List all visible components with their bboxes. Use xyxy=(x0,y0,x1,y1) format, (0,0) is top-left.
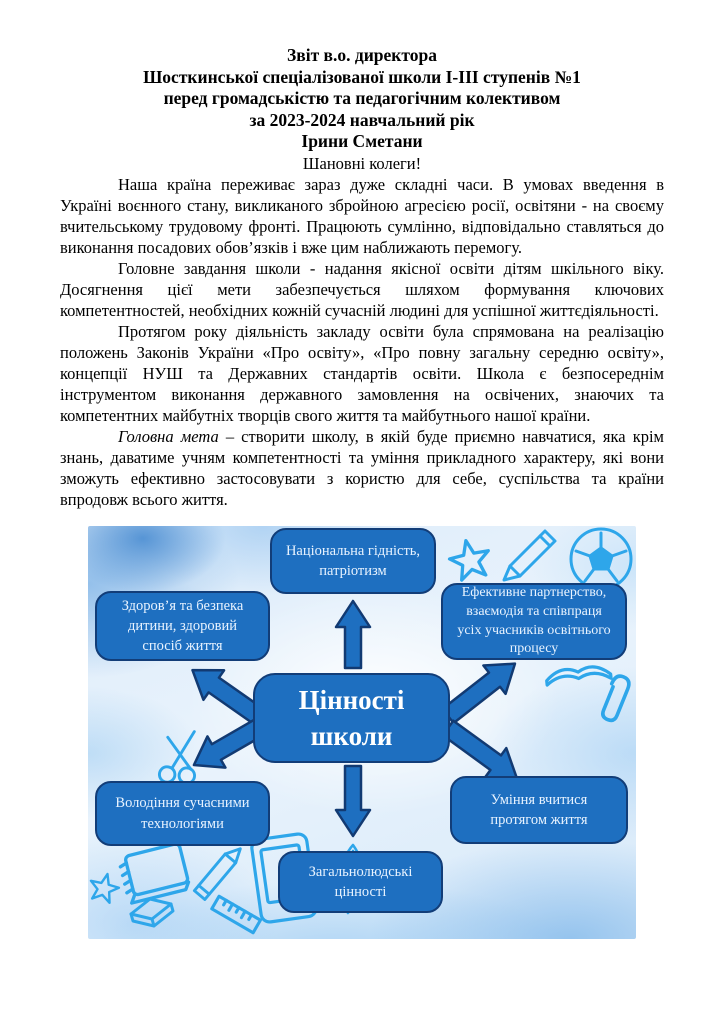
title-line-5: Ірини Сметани xyxy=(301,131,423,151)
node-label: Здоров’я та безпека дитини, здоровий спосіб життя xyxy=(121,597,244,655)
center-label-line-2: школи xyxy=(310,721,393,751)
title-line-4: за 2023-2024 навчальний рік xyxy=(249,109,475,130)
diagram-node-partnership xyxy=(441,583,627,660)
diagram-node-universal-values xyxy=(278,851,443,913)
paragraph-4-rest: – створити школу, в якій буде приємно навчатися, яка крім знань, даватиме учням компетентності та уміння прикладного характеру, які вони зможуть ефективно застосовувати з користю для себе, суспільства та країни впродовж всього життя. xyxy=(60,427,664,509)
salutation: Шановні колеги! xyxy=(302,153,422,173)
diagram-node-modern-technologies xyxy=(95,781,270,846)
paragraph-3: Протягом року діяльність закладу освіти була спрямована на реалізацію положень Законів України «Про освіту», «Про повну загальну середню освіту», концепції НУШ та Державних стандартів освіти. Школа є безпосереднім інструментом виконання державного замовлення на освічених, знаючих та компетентних майбутніх творців свого життя та майбутнього нашої країни. xyxy=(60,322,664,425)
paragraph-1: Наша країна переживає зараз дуже складні часи. В умовах введення в Україні воєнного стану, викликаного збройною агресією росії, освітяни - на своєму вчительському трудовому фронті. Працюють сумлінно, відповідально ставляться до виконання посадових обов’язків і вже цим наближають перемогу. xyxy=(60,175,664,257)
diagram-node-health-safety xyxy=(95,591,270,661)
diagram-node-school-values xyxy=(253,673,450,763)
paragraph-4 xyxy=(60,426,664,510)
title-line-2: Шосткинської спеціалізованої школи І-ІІІ ступенів №1 xyxy=(143,66,581,87)
diagram-node-lifelong-learning xyxy=(450,776,628,844)
node-label: Ефективне партнерство, взаємодія та співпраця усіх учасників освітнього процесу xyxy=(457,585,611,657)
node-label: Уміння вчитися протягом життя xyxy=(490,791,588,828)
title-line-1: Звіт в.о. директора xyxy=(287,45,437,65)
node-label: Володіння сучасними технологіями xyxy=(115,795,250,832)
paragraph-2: Головне завдання школи - надання якісної освіти дітям шкільного віку. Досягнення цієї мети забезпечується шляхом формування ключових компетентностей, необхідних кожній сучасній людині для успішної життєдіяльності. xyxy=(60,259,664,320)
diagram-node-national-dignity xyxy=(270,528,436,594)
paragraph-4-lead: Головна мета xyxy=(118,427,219,446)
report-title xyxy=(60,45,664,153)
center-label-line-1: Цінності xyxy=(298,684,405,715)
title-line-3: перед громадськістю та педагогічним колективом xyxy=(163,88,561,108)
node-label: Загальнолюдські цінності xyxy=(308,863,413,900)
school-values-diagram xyxy=(88,526,636,939)
node-label: Національна гідність, патріотизм xyxy=(285,542,421,579)
